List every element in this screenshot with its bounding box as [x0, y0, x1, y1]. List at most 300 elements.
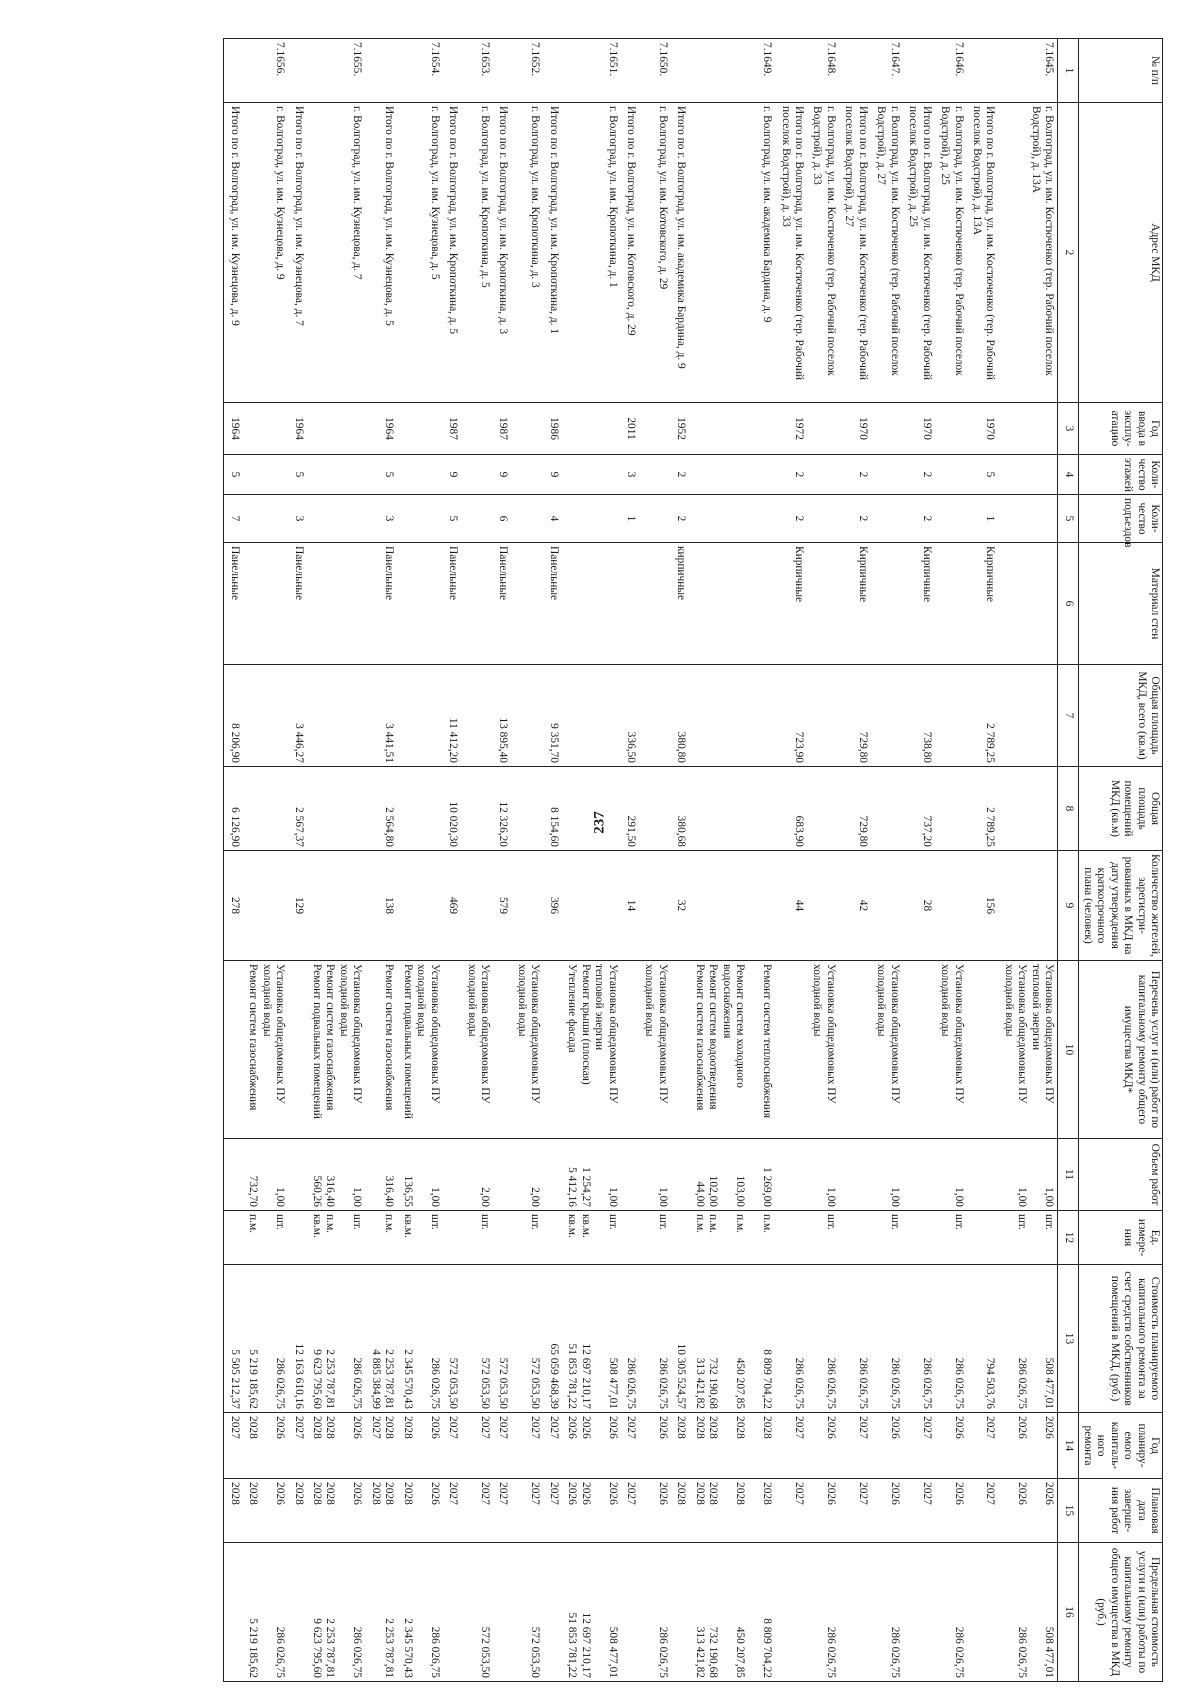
limit-cost-cell: 572 053,50	[461, 1543, 493, 1682]
year-cell	[243, 403, 288, 455]
year-cell: 1972	[775, 403, 807, 455]
column-number: 3	[1058, 403, 1079, 455]
works-cell: Установка общедомовых ПУ тепловой энергии Ремонт крыши (плоская) Утепление фасада	[562, 961, 621, 1139]
column-number: 7	[1058, 665, 1079, 767]
completion-date-cell: 2028	[288, 1479, 306, 1543]
cost-cell: 794 503,76	[967, 1265, 999, 1413]
unit-cell: шт. шт.	[998, 1211, 1057, 1265]
table-row	[998, 39, 1057, 1682]
cost-cell: 286 026,75	[935, 1265, 967, 1413]
wall-material-cell	[935, 543, 967, 665]
limit-cost-cell	[621, 1543, 639, 1682]
wall-material-cell	[639, 543, 671, 665]
completion-date-cell: 2028 2028 2028 2028	[689, 1479, 775, 1543]
row-number: 7.1649.	[689, 39, 775, 103]
limit-cost-cell: 286 026,75	[871, 1543, 903, 1682]
entrances-cell	[689, 495, 775, 543]
premises-area-cell	[998, 767, 1057, 851]
column-number: 15	[1058, 1479, 1079, 1543]
floors-cell	[639, 455, 671, 495]
volume-cell: 1,00 1,00	[998, 1139, 1057, 1211]
volume-cell: 1,00 136,55	[397, 1139, 442, 1211]
wall-material-cell	[397, 543, 442, 665]
residents-cell: 28	[903, 851, 935, 961]
repair-year-cell: 2026	[871, 1413, 903, 1479]
rotated-register-page	[53, 38, 1163, 1681]
completion-date-cell: 2027	[461, 1479, 493, 1543]
total-area-cell: 8 206,90	[224, 665, 243, 767]
volume-cell: 316,40	[365, 1139, 397, 1211]
completion-date-cell: 2027	[511, 1479, 543, 1543]
cost-cell: 2 253 787,81 4 885 384,99	[365, 1265, 397, 1413]
repair-year-cell: 2027	[903, 1413, 935, 1479]
column-header: Перечень услуг и (или) работ по капитальному ремонту общего имущества МКД*	[1079, 961, 1163, 1139]
limit-cost-cell	[288, 1543, 306, 1682]
row-number: 7.1653.	[461, 39, 493, 103]
column-header: Плановая дата заверше-ния работ	[1079, 1479, 1163, 1543]
floors-cell: 9	[493, 455, 511, 495]
total-area-cell: 729,80	[839, 665, 871, 767]
total-area-cell: 3 446,27	[288, 665, 306, 767]
floors-cell	[935, 455, 967, 495]
row-number: 7.1651.	[562, 39, 621, 103]
repair-year-cell: 2027	[621, 1413, 639, 1479]
premises-area-cell	[307, 767, 366, 851]
volume-cell: 1,00	[639, 1139, 671, 1211]
column-header: Адрес МКД	[1079, 103, 1163, 403]
table-row	[935, 39, 967, 1682]
floors-cell	[562, 455, 621, 495]
works-cell	[288, 961, 306, 1139]
limit-cost-cell	[224, 1543, 243, 1682]
row-number	[365, 39, 397, 103]
row-number: 7.1656.	[243, 39, 288, 103]
year-cell: 1987	[493, 403, 511, 455]
repair-year-cell: 2026 2028 2028	[307, 1413, 366, 1479]
total-area-cell: 2 789,25	[967, 665, 999, 767]
cost-cell: 8 809 704,22 450 207,85 732 190,68 313 421,82	[689, 1265, 775, 1413]
volume-cell	[288, 1139, 306, 1211]
address-cell: Итого по г. Волгоград, ул. им. Костюченко (тер. Рабочий поселок Водстрой), д. 25	[903, 103, 935, 403]
limit-cost-cell	[493, 1543, 511, 1682]
address-cell: Итого по г. Волгоград, ул. им. Кропоткина, д. 1	[543, 103, 561, 403]
unit-cell	[903, 1211, 935, 1265]
entrances-cell: 3	[365, 495, 397, 543]
volume-cell: 1,00	[935, 1139, 967, 1211]
floors-cell	[689, 455, 775, 495]
address-cell: Итого по г. Волгоград, ул. им. Костюченко (тер. Рабочий поселок Водстрой), д. 13А	[967, 103, 999, 403]
floors-cell: 9	[543, 455, 561, 495]
address-cell: г. Волгоград, ул. им. Костюченко (тер. Рабочий поселок Водстрой), д. 27	[871, 103, 903, 403]
residents-cell	[243, 851, 288, 961]
limit-cost-cell	[967, 1543, 999, 1682]
floors-cell	[397, 455, 442, 495]
column-header: Предельная стоимость услуги и (или) работы по капитальному ремонту общего имущества в МКД (руб.)	[1079, 1543, 1163, 1682]
limit-cost-cell	[839, 1543, 871, 1682]
wall-material-cell: Кирпичные	[967, 543, 999, 665]
completion-date-cell: 2026	[871, 1479, 903, 1543]
floors-cell: 2	[903, 455, 935, 495]
repair-year-cell: 2027	[493, 1413, 511, 1479]
total-area-cell	[998, 665, 1057, 767]
completion-date-cell: 2027	[775, 1479, 807, 1543]
premises-area-cell: 12 326,20	[493, 767, 511, 851]
cost-cell: 572 053,50	[461, 1265, 493, 1413]
entrances-cell: 1	[967, 495, 999, 543]
address-cell: Итого по г. Волгоград, ул. им. Кузнецова, д. 7	[288, 103, 306, 403]
premises-area-cell	[397, 767, 442, 851]
volume-cell	[543, 1139, 561, 1211]
volume-cell	[903, 1139, 935, 1211]
entrances-cell: 3	[288, 495, 306, 543]
limit-cost-cell	[671, 1543, 689, 1682]
address-cell: г. Волгоград, ул. им. Кузнецова, д. 7	[307, 103, 366, 403]
repair-year-cell: 2026 2026	[998, 1413, 1057, 1479]
year-cell: 1970	[967, 403, 999, 455]
works-cell: Установка общедомовых ПУ холодной воды	[935, 961, 967, 1139]
residents-cell: 396	[543, 851, 561, 961]
wall-material-cell	[621, 543, 639, 665]
year-cell: 1970	[839, 403, 871, 455]
address-cell: Итого по г. Волгоград, ул. им. Кропоткина, д. 5	[443, 103, 461, 403]
address-cell: г. Волгоград, ул. им. Котовского, д. 29	[639, 103, 671, 403]
entrances-cell	[807, 495, 839, 543]
total-area-cell	[461, 665, 493, 767]
works-cell	[671, 961, 689, 1139]
total-area-cell: 13 895,40	[493, 665, 511, 767]
year-cell: 1952	[671, 403, 689, 455]
residents-cell: 278	[224, 851, 243, 961]
year-cell: 1986	[543, 403, 561, 455]
residents-cell	[689, 851, 775, 961]
address-cell: г. Волгоград, ул. им. Кропоткина, д. 1	[562, 103, 621, 403]
total-area-cell	[639, 665, 671, 767]
cost-cell: 286 026,75	[639, 1265, 671, 1413]
volume-cell	[224, 1139, 243, 1211]
repair-year-cell: 2026	[639, 1413, 671, 1479]
repair-year-cell: 2026 2028	[397, 1413, 442, 1479]
column-header: Стоимость планируемого капитального ремонта за счет средств собственников помещений в МКД, (руб.)	[1079, 1265, 1163, 1413]
entrances-cell: 5	[443, 495, 461, 543]
repair-year-cell: 2026 2026 2026	[562, 1413, 621, 1479]
floors-cell: 5	[967, 455, 999, 495]
year-cell	[871, 403, 903, 455]
completion-date-cell: 2026 2028	[397, 1479, 442, 1543]
floors-cell	[243, 455, 288, 495]
table-row-total	[443, 39, 461, 1682]
row-number: 7.1652.	[511, 39, 543, 103]
entrances-cell: 2	[775, 495, 807, 543]
table-row-total	[543, 39, 561, 1682]
table-row-total	[621, 39, 639, 1682]
entrances-cell	[871, 495, 903, 543]
table-body	[224, 39, 1058, 1682]
cost-cell: 10 305 524,57	[671, 1265, 689, 1413]
row-number: 7.1645.	[998, 39, 1057, 103]
limit-cost-cell: 572 053,50	[511, 1543, 543, 1682]
works-cell: Установка общедомовых ПУ холодной воды Ремонт систем газоснабжения Ремонт подвальных помещений	[307, 961, 366, 1139]
volume-cell	[443, 1139, 461, 1211]
cost-cell: 12 163 610,16	[288, 1265, 306, 1413]
works-cell	[967, 961, 999, 1139]
address-cell: г. Волгоград, ул. им. академика Бардина, д. 9	[689, 103, 775, 403]
table-row-total	[671, 39, 689, 1682]
row-number: 7.1655.	[307, 39, 366, 103]
column-number: 10	[1058, 961, 1079, 1139]
wall-material-cell: Панельные	[543, 543, 561, 665]
address-cell: Итого по г. Волгоград, ул. им. Котовского, д. 29	[621, 103, 639, 403]
cost-cell: 572 053,50	[493, 1265, 511, 1413]
table-row	[639, 39, 671, 1682]
column-number-row	[1058, 39, 1079, 1682]
premises-area-cell	[562, 767, 621, 851]
header-row	[1079, 39, 1163, 1682]
repair-year-cell: 2028	[671, 1413, 689, 1479]
row-number	[671, 39, 689, 103]
entrances-cell: 2	[839, 495, 871, 543]
repair-year-cell: 2028 2028 2028 2028	[689, 1413, 775, 1479]
wall-material-cell: Кирпичные	[839, 543, 871, 665]
address-cell: Итого по г. Волгоград, ул. им. Кузнецова, д. 5	[365, 103, 397, 403]
premises-area-cell: 2 564,80	[365, 767, 397, 851]
address-cell: г. Волгоград, ул. им. Костюченко (тер. Рабочий поселок Водстрой), д. 25	[935, 103, 967, 403]
works-cell	[493, 961, 511, 1139]
completion-date-cell: 2026	[935, 1479, 967, 1543]
cost-cell: 5 505 212,37	[224, 1265, 243, 1413]
column-number: 9	[1058, 851, 1079, 961]
unit-cell	[543, 1211, 561, 1265]
total-area-cell	[807, 665, 839, 767]
premises-area-cell: 291,50	[621, 767, 639, 851]
table-row	[397, 39, 442, 1682]
entrances-cell	[511, 495, 543, 543]
total-area-cell	[562, 665, 621, 767]
address-cell: г. Волгоград, ул. им. Костюченко (тер. Рабочий поселок Водстрой), д. 13А	[998, 103, 1057, 403]
address-cell: г. Волгоград, ул. им. Кузнецова, д. 9	[243, 103, 288, 403]
floors-cell	[511, 455, 543, 495]
table-row	[807, 39, 839, 1682]
limit-cost-cell: 508 477,01 286 026,75	[998, 1543, 1057, 1682]
wall-material-cell: Панельные	[493, 543, 511, 665]
residents-cell: 14	[621, 851, 639, 961]
volume-cell: 1,00	[871, 1139, 903, 1211]
unit-cell	[443, 1211, 461, 1265]
year-cell: 2011	[621, 403, 639, 455]
column-number: 2	[1058, 103, 1079, 403]
residents-cell	[639, 851, 671, 961]
year-cell	[998, 403, 1057, 455]
total-area-cell	[935, 665, 967, 767]
volume-cell: 1,00	[807, 1139, 839, 1211]
table-row	[243, 39, 288, 1682]
premises-area-cell: 2 789,25	[967, 767, 999, 851]
limit-cost-cell: 286 026,75 5 219 185,62	[243, 1543, 288, 1682]
cost-cell: 572 053,50	[443, 1265, 461, 1413]
wall-material-cell: Панельные	[443, 543, 461, 665]
year-cell	[639, 403, 671, 455]
premises-area-cell	[871, 767, 903, 851]
row-number	[493, 39, 511, 103]
column-number: 13	[1058, 1265, 1079, 1413]
total-area-cell: 723,90	[775, 665, 807, 767]
address-cell: г. Волгоград, ул. им. Кузнецова, д. 5	[397, 103, 442, 403]
cost-cell: 572 053,50	[511, 1265, 543, 1413]
repair-year-cell: 2027	[967, 1413, 999, 1479]
volume-cell: 2,00	[511, 1139, 543, 1211]
unit-cell: шт.	[871, 1211, 903, 1265]
works-cell	[839, 961, 871, 1139]
year-cell: 1964	[288, 403, 306, 455]
floors-cell	[307, 455, 366, 495]
volume-cell: 1,00 1 254,27 5 412,16	[562, 1139, 621, 1211]
table-row	[511, 39, 543, 1682]
total-area-cell	[689, 665, 775, 767]
unit-cell: шт.	[807, 1211, 839, 1265]
floors-cell: 5	[288, 455, 306, 495]
completion-date-cell: 2027	[543, 1479, 561, 1543]
works-cell	[621, 961, 639, 1139]
column-header: Общая площадь помещений МКД (кв.м)	[1079, 767, 1163, 851]
floors-cell: 5	[224, 455, 243, 495]
column-number: 11	[1058, 1139, 1079, 1211]
limit-cost-cell	[775, 1543, 807, 1682]
residents-cell: 579	[493, 851, 511, 961]
works-cell: Установка общедомовых ПУ холодной воды Ремонт систем газоснабжения	[243, 961, 288, 1139]
unit-cell: шт.	[935, 1211, 967, 1265]
volume-cell	[493, 1139, 511, 1211]
row-number	[288, 39, 306, 103]
works-cell: Установка общедомовых ПУ холодной воды	[639, 961, 671, 1139]
limit-cost-cell: 286 026,75	[935, 1543, 967, 1682]
unit-cell: п.м. п.м. п.м. п.м.	[689, 1211, 775, 1265]
row-number	[839, 39, 871, 103]
completion-date-cell: 2027	[443, 1479, 461, 1543]
volume-cell: 1,00 316,40 560,26	[307, 1139, 366, 1211]
total-area-cell	[307, 665, 366, 767]
total-area-cell: 3 441,51	[365, 665, 397, 767]
wall-material-cell: Панельные	[288, 543, 306, 665]
row-number: 7.1647.	[871, 39, 903, 103]
repair-year-cell: 2026	[935, 1413, 967, 1479]
table-header	[1058, 39, 1163, 1682]
cost-cell: 508 477,01 12 697 210,17 51 853 781,22	[562, 1265, 621, 1413]
floors-cell: 5	[365, 455, 397, 495]
address-cell: Итого по г. Волгоград, ул. им. Кузнецова, д. 9	[224, 103, 243, 403]
works-cell	[903, 961, 935, 1139]
limit-cost-cell: 286 026,75	[807, 1543, 839, 1682]
address-cell: г. Волгоград, ул. им. Кропоткина, д. 3	[511, 103, 543, 403]
year-cell: 1964	[365, 403, 397, 455]
column-header: Общая площадь МКД, всего (кв.м)	[1079, 665, 1163, 767]
unit-cell	[671, 1211, 689, 1265]
repair-year-cell: 2027	[775, 1413, 807, 1479]
entrances-cell	[461, 495, 493, 543]
repair-year-cell: 2027	[511, 1413, 543, 1479]
wall-material-cell	[511, 543, 543, 665]
completion-date-cell: 2026 2026 2026	[562, 1479, 621, 1543]
unit-cell: шт.	[461, 1211, 493, 1265]
row-number: 7.1654.	[397, 39, 442, 103]
year-cell: 1970	[903, 403, 935, 455]
cost-cell: 286 026,75 2 345 570,43	[397, 1265, 442, 1413]
completion-date-cell: 2028	[671, 1479, 689, 1543]
address-cell: г. Волгоград, ул. им. Кропоткина, д. 5	[461, 103, 493, 403]
floors-cell: 2	[671, 455, 689, 495]
total-area-cell: 738,80	[903, 665, 935, 767]
year-cell	[935, 403, 967, 455]
completion-date-cell: 2027	[621, 1479, 639, 1543]
limit-cost-cell	[443, 1543, 461, 1682]
residents-cell	[562, 851, 621, 961]
column-number: 8	[1058, 767, 1079, 851]
unit-cell	[224, 1211, 243, 1265]
completion-date-cell: 2027	[839, 1479, 871, 1543]
entrances-cell	[562, 495, 621, 543]
works-cell: Ремонт систем теплоснабжения Ремонт систем холодного водоснабжения Ремонт систем водоотведения Ремонт систем газоснабжения	[689, 961, 775, 1139]
cost-cell: 286 026,75	[903, 1265, 935, 1413]
column-number: 14	[1058, 1413, 1079, 1479]
row-number	[543, 39, 561, 103]
total-area-cell	[243, 665, 288, 767]
column-header: Коли-чество подъездов	[1079, 495, 1163, 543]
wall-material-cell	[998, 543, 1057, 665]
premises-area-cell	[639, 767, 671, 851]
floors-cell: 3	[621, 455, 639, 495]
unit-cell: шт.	[639, 1211, 671, 1265]
column-header: Объем работ	[1079, 1139, 1163, 1211]
residents-cell	[935, 851, 967, 961]
entrances-cell: 6	[493, 495, 511, 543]
cost-cell: 286 026,75	[775, 1265, 807, 1413]
entrances-cell: 2	[903, 495, 935, 543]
table-row	[562, 39, 621, 1682]
premises-area-cell: 729,80	[839, 767, 871, 851]
limit-cost-cell: 286 026,75	[639, 1543, 671, 1682]
cost-cell: 286 026,75	[839, 1265, 871, 1413]
unit-cell: шт. п.м. кв.м.	[307, 1211, 366, 1265]
unit-cell	[775, 1211, 807, 1265]
residents-cell: 156	[967, 851, 999, 961]
table-row-total	[493, 39, 511, 1682]
works-cell: Установка общедомовых ПУ холодной воды	[461, 961, 493, 1139]
total-area-cell: 9 351,70	[543, 665, 561, 767]
works-cell: Установка общедомовых ПУ холодной воды	[807, 961, 839, 1139]
premises-area-cell: 6 126,90	[224, 767, 243, 851]
unit-cell	[288, 1211, 306, 1265]
table-row-total	[365, 39, 397, 1682]
entrances-cell	[307, 495, 366, 543]
limit-cost-cell: 2 253 787,81	[365, 1543, 397, 1682]
table-row-total	[903, 39, 935, 1682]
row-number: 7.1646.	[935, 39, 967, 103]
entrances-cell: 4	[543, 495, 561, 543]
year-cell	[807, 403, 839, 455]
premises-area-cell: 2 567,37	[288, 767, 306, 851]
floors-cell	[807, 455, 839, 495]
row-number	[775, 39, 807, 103]
volume-cell: 2,00	[461, 1139, 493, 1211]
premises-area-cell: 737,20	[903, 767, 935, 851]
residents-cell: 44	[775, 851, 807, 961]
table-row-total	[775, 39, 807, 1682]
floors-cell	[998, 455, 1057, 495]
address-cell: Итого по г. Волгоград, ул. им. Костюченко (тер. Рабочий поселок Водстрой), д. 27	[839, 103, 871, 403]
residents-cell: 42	[839, 851, 871, 961]
unit-cell: п.м.	[365, 1211, 397, 1265]
floors-cell	[871, 455, 903, 495]
unit-cell	[493, 1211, 511, 1265]
residents-cell: 469	[443, 851, 461, 961]
